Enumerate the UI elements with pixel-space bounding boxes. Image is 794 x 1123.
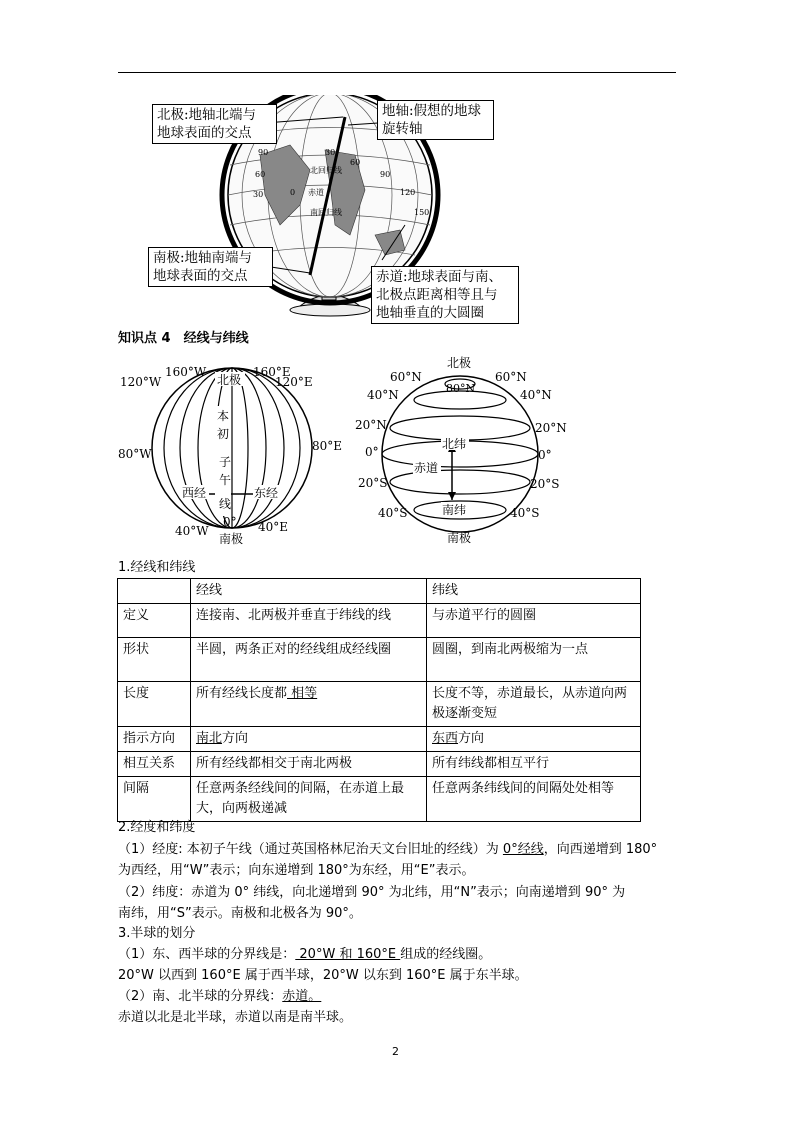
lat-label: 20°S [530,477,560,491]
hemisphere-text: （2）南、北半球的分界线： [118,989,283,1004]
table-header-cell [118,579,191,604]
lon-label: 40°E [258,520,289,534]
latitude-cell: 圆圈，到南北两极缩为一点 [427,638,641,682]
hemisphere-ns-paragraph [118,987,321,1007]
longitude-paragraph [118,840,657,860]
meridian-bottom-label: 南极 [219,532,244,546]
ew-boundary-answer: 20°W 和 160°E [295,947,401,962]
latitude-cell: 与赤道平行的圆圈 [427,604,641,638]
row-label: 指示方向 [118,727,191,752]
lon-label: 80°E [312,439,343,453]
longitude-text: （1）经度: 本初子午线（通过英国格林尼治天文台旧址的经线）为 [118,842,503,857]
hemisphere-ew-detail: 20°W 以西到 160°E 属于西半球，20°W 以东到 160°E 属于东半球。 [118,968,528,983]
row-label: 形状 [118,638,191,682]
callout-north-pole: 北极:地轴北端与 地球表面的交点 [152,104,277,144]
row-label: 长度 [118,682,191,727]
meridian-cell: 连接南、北两极并垂直于纬线的线 [191,604,427,638]
lat-label: 40°N [520,388,552,402]
latitude-paragraph: （2）纬度：赤道为 0° 纬线，向北递增到 90° 为北纬，用“N”表示；向南递增到 90° 为 [118,885,626,900]
callout-equator: 赤道:地球表面与南、 北极点距离相等且与 地轴垂直的大圆圈 [371,266,519,324]
zero-meridian-label: 0° [223,515,237,529]
globe-label: 60 [350,158,361,167]
row-label: 间隔 [118,777,191,822]
table-row [118,604,641,638]
globe-label: 150 [414,208,430,217]
latitude-cell: 长度不等，赤道最长，从赤道向两极逐渐变短 [427,682,641,727]
row-label: 相互关系 [118,752,191,777]
callout-earth-axis: 地轴:假想的地球 旋转轴 [377,100,494,140]
lat-label: 20°N [535,421,567,435]
globe-label: 90 [258,148,269,157]
latitude-bottom-label: 南极 [447,531,472,545]
hemisphere-ns-detail: 赤道以北是北半球，赤道以南是南半球。 [118,1010,353,1025]
latitude-paragraph-cont: 南纬，用“S”表示。南极和北极各为 90°。 [118,906,362,921]
latitude-diagram [355,352,570,547]
globe-label: 30 [253,190,264,199]
callout-south-pole: 南极:地轴南端与 地球表面的交点 [148,247,273,287]
meridian-cell: 半圆，两条正对的经线组成经线圈 [191,638,427,682]
meridian-latitude-table [117,578,641,822]
globe-label: 南回归线 [310,208,342,217]
latitude-cell: 任意两条纬线间的间隔处处相等 [427,777,641,822]
meridian-cell [191,682,427,727]
south-latitude-label: 南纬 [442,503,467,517]
table-header-cell: 纬线 [427,579,641,604]
subsection-2-title: 2.经度和纬度 [118,820,196,835]
prime-meridian-char: 本 [217,409,230,423]
meridian-top-label: 北极 [217,373,242,387]
west-longitude-label: 西经 [182,486,207,500]
lat-label: 40°S [510,506,540,520]
lat-label: 60°N [495,370,527,384]
table-header-row [118,579,641,604]
prime-meridian-char: 线 [219,497,232,511]
globe-label: 赤道 [308,188,324,197]
hemisphere-text: （1）东、西半球的分界线是： [118,947,296,962]
globe-label: 北回归线 [310,166,342,175]
equator-label: 赤道 [414,461,439,475]
lat-label: 20°N [355,418,387,432]
meridian-diagram [115,358,345,548]
lon-label: 120°E [275,375,313,389]
meridian-cell [191,727,427,752]
globe-label: 0 [290,188,296,197]
latitude-direction-suffix: 方向 [458,731,485,746]
meridian-length-text: 所有经线长度都 [196,686,288,701]
subsection-3-title: 3.半球的划分 [118,926,196,941]
lon-label: 160°W [165,365,207,379]
table-row [118,638,641,682]
lat-label: 40°N [367,388,399,402]
header-rule [118,72,676,73]
page-number: 2 [392,1045,399,1058]
latitude-top-label: 北极 [447,356,472,370]
globe-label: 60 [255,170,266,179]
lon-label: 120°W [120,375,162,389]
prime-meridian-answer: 0°经线 [502,842,544,857]
latitude-cell [427,727,641,752]
lon-label: 40°W [175,524,209,538]
prime-meridian-char: 子 [219,455,232,469]
row-label: 定义 [118,604,191,638]
meridian-length-answer: 相等 [287,686,318,701]
ns-boundary-answer: 赤道。 [282,989,322,1004]
east-longitude-label: 东经 [254,486,279,500]
lat-label: 20°S [358,476,388,490]
table-header-cell: 经线 [191,579,427,604]
longitude-text: ，向西递增到 180° [543,842,658,857]
meridian-cell: 任意两条经线间的间隔，在赤道上最大，向两极递减 [191,777,427,822]
hemisphere-ew-paragraph [118,945,491,965]
meridian-direction-suffix: 方向 [222,731,249,746]
meridian-cell: 所有经线都相交于南北两极 [191,752,427,777]
meridian-direction-answer: 南北 [196,731,223,746]
lat-label: 40°S [378,506,408,520]
prime-meridian-char: 初 [217,427,230,441]
globe-label: 90 [380,170,391,179]
table-row [118,752,641,777]
lon-label: 80°W [118,447,152,461]
globe-label: 120 [400,188,416,197]
table-row [118,727,641,752]
lat-label: 80°N [446,382,476,395]
lon-label: 160°E [253,365,291,379]
section-heading: 知识点 4 经线与纬线 [118,331,249,346]
subsection-1-title: 1.经线和纬线 [118,560,196,575]
north-latitude-label: 北纬 [442,437,467,451]
latitude-cell: 所有纬线都相互平行 [427,752,641,777]
lat-label: 60°N [390,370,422,384]
lat-label: 0° [365,445,379,459]
hemisphere-text: 组成的经线圈。 [400,947,492,962]
longitude-paragraph-cont: 为西经，用“W”表示；向东递增到 180°为东经，用“E”表示。 [118,863,475,878]
prime-meridian-char: 午 [219,473,232,487]
table-row [118,682,641,727]
latitude-direction-answer: 东西 [432,731,459,746]
table-row [118,777,641,822]
globe-label: 30 [325,148,336,157]
lat-label: 0° [538,448,552,462]
